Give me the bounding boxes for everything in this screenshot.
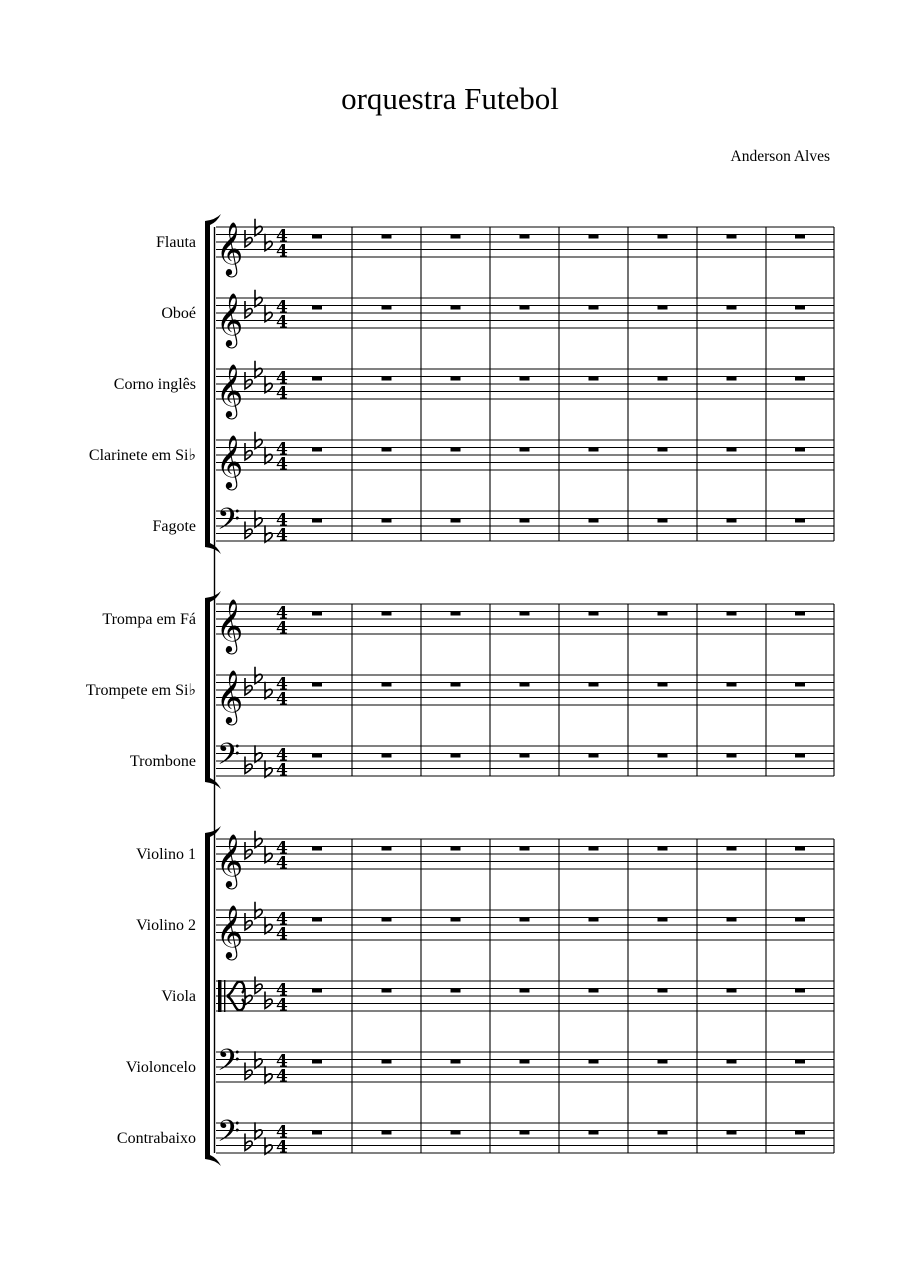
whole-rest-icon (658, 1060, 668, 1064)
whole-rest-icon (520, 448, 530, 452)
instrument-name: Trompete em Si♭ (85, 682, 196, 699)
flat-icon (245, 443, 252, 460)
whole-rest-icon (520, 847, 530, 851)
time-signature-denominator: 4 (276, 924, 288, 945)
flat-icon (265, 992, 272, 1009)
whole-rest-icon (451, 306, 461, 310)
whole-rest-icon (520, 1060, 530, 1064)
whole-rest-icon (312, 519, 322, 523)
whole-rest-icon (382, 683, 392, 687)
time-signature-denominator: 4 (276, 454, 288, 475)
whole-rest-icon (312, 448, 322, 452)
treble-clef-icon: 𝄞 (216, 598, 244, 652)
section-bracket (205, 835, 210, 1157)
bass-clef-icon: 𝄢 (217, 738, 241, 779)
flat-icon (245, 842, 252, 859)
whole-rest-icon (658, 448, 668, 452)
time-signature-denominator: 4 (276, 241, 288, 262)
whole-rest-icon (451, 1060, 461, 1064)
whole-rest-icon (382, 519, 392, 523)
whole-rest-icon (727, 1060, 737, 1064)
whole-rest-icon (382, 847, 392, 851)
flat-icon (245, 230, 252, 247)
whole-rest-icon (312, 847, 322, 851)
whole-rest-icon (520, 377, 530, 381)
whole-rest-icon (727, 683, 737, 687)
whole-rest-icon (658, 235, 668, 239)
time-signature-denominator: 4 (276, 995, 288, 1016)
whole-rest-icon (312, 1131, 322, 1135)
whole-rest-icon (589, 989, 599, 993)
whole-rest-icon (589, 306, 599, 310)
whole-rest-icon (451, 448, 461, 452)
time-signature-numerator: 4 (276, 674, 288, 695)
whole-rest-icon (795, 918, 805, 922)
flat-icon (245, 1063, 252, 1080)
whole-rest-icon (658, 754, 668, 758)
whole-rest-icon (727, 448, 737, 452)
whole-rest-icon (795, 847, 805, 851)
whole-rest-icon (589, 918, 599, 922)
whole-rest-icon (658, 377, 668, 381)
time-signature-numerator: 4 (276, 439, 288, 460)
alto-clef-icon (218, 980, 222, 1012)
time-signature-numerator: 4 (276, 297, 288, 318)
whole-rest-icon (451, 612, 461, 616)
flat-icon (245, 678, 252, 695)
time-signature-numerator: 4 (276, 980, 288, 1001)
time-signature-numerator: 4 (276, 909, 288, 930)
time-signature-numerator: 4 (276, 510, 288, 531)
time-signature-denominator: 4 (276, 689, 288, 710)
treble-clef-icon: 𝄞 (216, 292, 244, 346)
whole-rest-icon (795, 1060, 805, 1064)
whole-rest-icon (382, 989, 392, 993)
whole-rest-icon (727, 306, 737, 310)
whole-rest-icon (382, 235, 392, 239)
whole-rest-icon (589, 1131, 599, 1135)
flat-icon (245, 1134, 252, 1151)
instrument-name: Contrabaixo (116, 1130, 196, 1147)
whole-rest-icon (451, 1131, 461, 1135)
treble-clef-icon: 𝄞 (216, 434, 244, 488)
bass-clef-icon: 𝄢 (217, 503, 241, 544)
instrument-name: Violino 2 (136, 917, 196, 934)
whole-rest-icon (658, 989, 668, 993)
whole-rest-icon (658, 847, 668, 851)
alto-clef-icon (224, 980, 225, 1012)
whole-rest-icon (451, 918, 461, 922)
flat-icon (245, 757, 252, 774)
whole-rest-icon (727, 612, 737, 616)
whole-rest-icon (312, 918, 322, 922)
whole-rest-icon (589, 683, 599, 687)
whole-rest-icon (795, 448, 805, 452)
whole-rest-icon (589, 448, 599, 452)
time-signature-denominator: 4 (276, 1066, 288, 1087)
flat-icon (245, 301, 252, 318)
whole-rest-icon (795, 683, 805, 687)
treble-clef-icon: 𝄞 (216, 833, 244, 887)
whole-rest-icon (312, 683, 322, 687)
flat-icon (245, 913, 252, 930)
whole-rest-icon (451, 235, 461, 239)
whole-rest-icon (312, 235, 322, 239)
instrument-name: Flauta (156, 234, 196, 251)
whole-rest-icon (727, 918, 737, 922)
instrument-name: Viola (161, 988, 196, 1005)
whole-rest-icon (382, 448, 392, 452)
whole-rest-icon (520, 989, 530, 993)
section-bracket (205, 223, 210, 545)
whole-rest-icon (795, 377, 805, 381)
whole-rest-icon (589, 612, 599, 616)
composer-name: Anderson Alves (730, 148, 830, 165)
whole-rest-icon (727, 989, 737, 993)
section-bracket (205, 600, 210, 780)
whole-rest-icon (658, 1131, 668, 1135)
whole-rest-icon (451, 377, 461, 381)
whole-rest-icon (520, 1131, 530, 1135)
whole-rest-icon (795, 754, 805, 758)
whole-rest-icon (382, 306, 392, 310)
treble-clef-icon: 𝄞 (216, 363, 244, 417)
whole-rest-icon (589, 1060, 599, 1064)
whole-rest-icon (520, 306, 530, 310)
score-title: orquestra Futebol (341, 81, 559, 116)
whole-rest-icon (520, 612, 530, 616)
time-signature-denominator: 4 (276, 760, 288, 781)
flat-icon (255, 977, 262, 994)
instrument-name: Corno inglês (113, 376, 196, 393)
whole-rest-icon (795, 612, 805, 616)
whole-rest-icon (382, 612, 392, 616)
whole-rest-icon (658, 612, 668, 616)
whole-rest-icon (520, 754, 530, 758)
whole-rest-icon (312, 754, 322, 758)
whole-rest-icon (589, 754, 599, 758)
time-signature-numerator: 4 (276, 1122, 288, 1143)
whole-rest-icon (382, 377, 392, 381)
whole-rest-icon (589, 519, 599, 523)
whole-rest-icon (589, 377, 599, 381)
bass-clef-icon: 𝄢 (217, 1115, 241, 1156)
time-signature-denominator: 4 (276, 618, 288, 639)
flat-icon (245, 372, 252, 389)
instrument-name: Trombone (129, 753, 196, 770)
whole-rest-icon (658, 918, 668, 922)
whole-rest-icon (451, 989, 461, 993)
time-signature-denominator: 4 (276, 383, 288, 404)
instrument-name: Violino 1 (136, 846, 196, 863)
whole-rest-icon (727, 235, 737, 239)
whole-rest-icon (795, 1131, 805, 1135)
treble-clef-icon: 𝄞 (216, 669, 244, 723)
section-bracket (205, 543, 221, 554)
whole-rest-icon (727, 519, 737, 523)
treble-clef-icon: 𝄞 (216, 221, 244, 275)
time-signature-denominator: 4 (276, 525, 288, 546)
whole-rest-icon (795, 519, 805, 523)
whole-rest-icon (520, 918, 530, 922)
whole-rest-icon (451, 847, 461, 851)
whole-rest-icon (312, 306, 322, 310)
time-signature-numerator: 4 (276, 603, 288, 624)
instrument-name: Clarinete em Si♭ (88, 447, 196, 464)
whole-rest-icon (312, 377, 322, 381)
whole-rest-icon (658, 683, 668, 687)
whole-rest-icon (520, 235, 530, 239)
whole-rest-icon (795, 306, 805, 310)
whole-rest-icon (795, 235, 805, 239)
whole-rest-icon (382, 1131, 392, 1135)
whole-rest-icon (382, 918, 392, 922)
time-signature-numerator: 4 (276, 226, 288, 247)
time-signature-numerator: 4 (276, 1051, 288, 1072)
instrument-name: Violoncelo (125, 1059, 196, 1076)
whole-rest-icon (795, 989, 805, 993)
flat-icon (245, 522, 252, 539)
whole-rest-icon (727, 754, 737, 758)
whole-rest-icon (312, 1060, 322, 1064)
whole-rest-icon (382, 1060, 392, 1064)
section-bracket (205, 778, 221, 789)
time-signature-denominator: 4 (276, 312, 288, 333)
whole-rest-icon (589, 847, 599, 851)
whole-rest-icon (520, 519, 530, 523)
time-signature-denominator: 4 (276, 853, 288, 874)
treble-clef-icon: 𝄞 (216, 904, 244, 958)
whole-rest-icon (451, 754, 461, 758)
section-bracket (205, 1155, 221, 1166)
whole-rest-icon (727, 1131, 737, 1135)
whole-rest-icon (727, 847, 737, 851)
time-signature-numerator: 4 (276, 838, 288, 859)
time-signature-numerator: 4 (276, 745, 288, 766)
whole-rest-icon (451, 519, 461, 523)
instrument-name: Fagote (152, 518, 196, 535)
whole-rest-icon (520, 683, 530, 687)
whole-rest-icon (382, 754, 392, 758)
whole-rest-icon (451, 683, 461, 687)
bass-clef-icon: 𝄢 (217, 1044, 241, 1085)
whole-rest-icon (658, 306, 668, 310)
whole-rest-icon (312, 612, 322, 616)
instrument-name: Trompa em Fá (102, 611, 196, 628)
instrument-name: Oboé (161, 305, 196, 322)
whole-rest-icon (658, 519, 668, 523)
time-signature-numerator: 4 (276, 368, 288, 389)
whole-rest-icon (589, 235, 599, 239)
time-signature-denominator: 4 (276, 1137, 288, 1158)
whole-rest-icon (312, 989, 322, 993)
whole-rest-icon (727, 377, 737, 381)
